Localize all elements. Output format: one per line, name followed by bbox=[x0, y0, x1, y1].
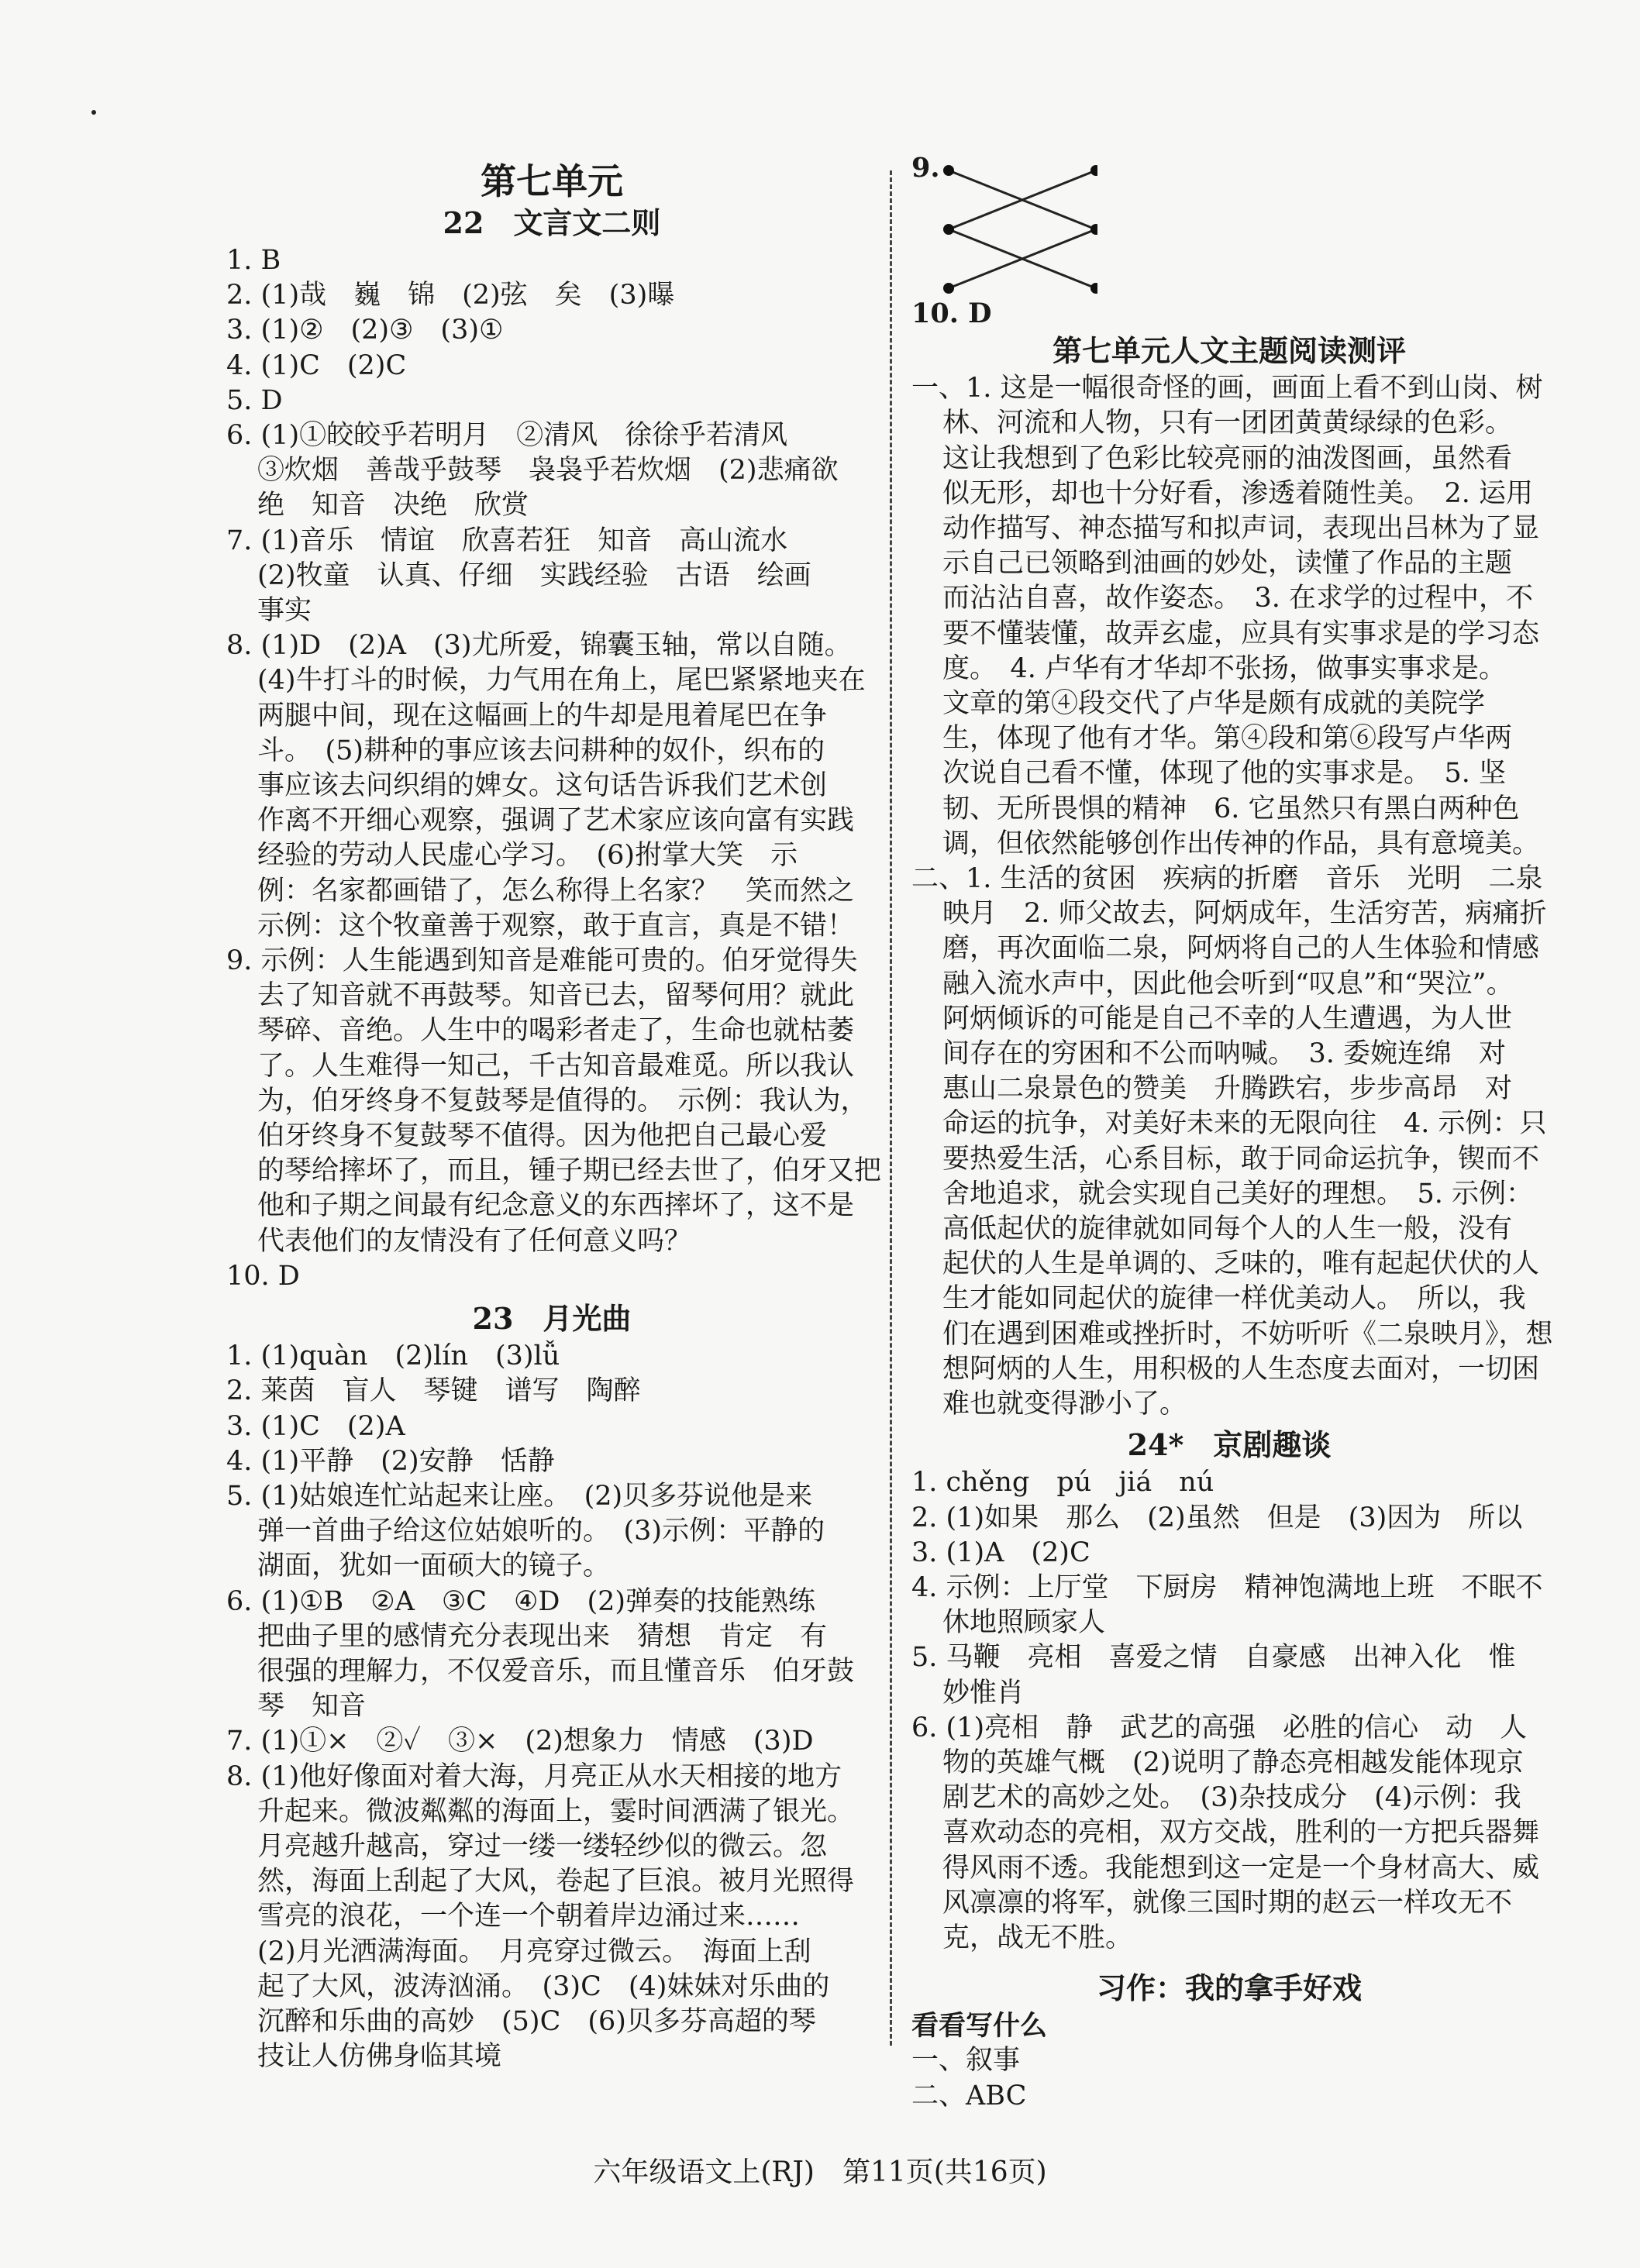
answer-line: 1. B bbox=[226, 245, 281, 276]
page-footer: 六年级语文上(RJ) 第11页(共16页) bbox=[593, 2156, 1047, 2188]
answer-line: 5. (1)姑娘连忙站起来让座。 (2)贝多芬说他是来 bbox=[226, 1480, 813, 1512]
lesson-24-title: 24* 京剧趣谈 bbox=[1127, 1427, 1332, 1463]
answer-line: 一、叙事 bbox=[911, 2045, 1021, 2077]
answer-line: 2. 莱茵 盲人 琴键 谱写 陶醉 bbox=[226, 1375, 641, 1407]
corner-mark bbox=[91, 110, 96, 115]
answer-line: 7. (1)①× ②✓ ③× (2)想象力 情感 (3)D bbox=[226, 1726, 814, 1757]
writing-subtitle: 看看写什么 bbox=[911, 2010, 1048, 2043]
answer-line: ③炊烟 善哉乎鼓琴 袅袅乎若炊烟 (2)悲痛欲 bbox=[257, 455, 839, 487]
answer-line: 经验的劳动人民虚心学习。 (6)拊掌大笑 示 bbox=[257, 840, 798, 872]
answer-line: 示自己已领略到油画的妙处，读懂了作品的主题 bbox=[942, 548, 1513, 580]
answer-line: 要不懂装懂，故弄玄虚，应具有实事求是的学习态 bbox=[942, 618, 1540, 649]
answer-line: 琴 知音 bbox=[257, 1691, 367, 1723]
unit-title: 第七单元 bbox=[481, 160, 623, 202]
answer-line: 高低起伏的旋律就如同每个人的人生一般，没有 bbox=[942, 1213, 1513, 1245]
answer-line: 8. (1)他好像面对着大海，月亮正从水天相接的地方 bbox=[226, 1760, 842, 1792]
answer-line: 4. 示例：上厅堂 下厨房 精神饱满地上班 不眠不 bbox=[911, 1571, 1543, 1603]
answer-line: 磨，再次面临二泉，阿炳将自己的人生体验和情感 bbox=[942, 933, 1540, 965]
answer-line: 弹一首曲子给这位姑娘听的。 (3)示例：平静的 bbox=[257, 1516, 825, 1547]
left-column bbox=[226, 160, 882, 2074]
answer-line: 6. (1)亮相 静 武艺的高强 必胜的信心 动 人 bbox=[911, 1712, 1528, 1743]
lesson-22-answers bbox=[226, 243, 882, 1294]
column-divider bbox=[890, 170, 892, 2046]
answer-line: 7. (1)音乐 情谊 欣喜若狂 知音 高山流水 bbox=[226, 525, 788, 556]
answer-line: 难也就变得渺小了。 bbox=[942, 1389, 1187, 1420]
answer-line: 事应该去问织绢的婢女。这句话告诉我们艺术创 bbox=[257, 770, 828, 802]
answer-line: 3. (1)C (2)A bbox=[226, 1410, 405, 1442]
answer-line: 他和子期之间最有纪念意义的东西摔坏了，这不是 bbox=[257, 1190, 855, 1222]
answer-line: 度。 4. 卢华有才华却不张扬，做事实事求是。 bbox=[942, 652, 1507, 684]
answer-line: 沉醉和乐曲的高妙 (5)C (6)贝多芬高超的琴 bbox=[257, 2005, 816, 2037]
question-10-answer: 10. D bbox=[911, 298, 992, 329]
answer-line: 这让我想到了色彩比较亮丽的油泼图画，虽然看 bbox=[942, 442, 1513, 474]
lesson-23-answers bbox=[226, 1339, 877, 2074]
answer-line: 们在遇到困难或挫折时，不妨听听《二泉映月》，想 bbox=[942, 1318, 1553, 1350]
match-dot bbox=[1090, 283, 1097, 294]
match-dot bbox=[943, 165, 954, 176]
answer-line: 生，体现了他有才华。第④段和第⑥段写卢华两 bbox=[942, 723, 1513, 755]
answer-line: 湖面，犹如一面硕大的镜子。 bbox=[257, 1550, 611, 1582]
answer-line: 1. chěng pú jiá nú bbox=[911, 1467, 1214, 1499]
answer-line: 动作描写、神态描写和拟声词，表现出吕林为了显 bbox=[942, 513, 1540, 545]
answer-line: 休地照顾家人 bbox=[942, 1607, 1106, 1639]
answer-line: 雪亮的浪花，一个连一个朝着岸边涌过来…… bbox=[257, 1901, 801, 1932]
answer-line: 融入流水声中，因此他会听到“叹息”和“哭泣”。 bbox=[942, 968, 1514, 1000]
answer-line: 8. (1)D (2)A (3)尤所爱，锦囊玉轴，常以自随。 bbox=[226, 630, 852, 662]
answer-line: 林、河流和人物，只有一团团黄黄绿绿的色彩。 bbox=[942, 408, 1513, 439]
match-dot bbox=[943, 283, 954, 294]
answer-line: 然，海面上刮起了大风，卷起了巨浪。被月光照得 bbox=[257, 1866, 855, 1898]
reading-test-answers bbox=[911, 371, 1553, 1422]
lesson-22-title: 22 文言文二则 bbox=[443, 205, 661, 240]
answer-line: 物的英雄气概 (2)说明了静态亮相越发能体现京 bbox=[942, 1747, 1524, 1778]
answer-line: 代表他们的友情没有了任何意义吗？ bbox=[257, 1225, 692, 1257]
answer-line: 示例：这个牧童善于观察，敢于直言，真是不错！ bbox=[257, 910, 855, 941]
answer-line: 起伏的人生是单调的、乏味的，唯有起起伏伏的人 bbox=[942, 1248, 1540, 1280]
answer-line: 技让人仿佛身临其境 bbox=[257, 2041, 502, 2073]
answer-line: 克，战无不胜。 bbox=[942, 1922, 1133, 1953]
answer-line: 妙惟肖 bbox=[942, 1677, 1025, 1709]
answer-line: 6. (1)①B ②A ③C ④D (2)弹奏的技能熟练 bbox=[226, 1585, 816, 1617]
answer-line: 间存在的穷困和不公而呐喊。 3. 委婉连绵 对 bbox=[942, 1038, 1507, 1070]
answer-line: 而沾沾自喜，故作姿态。 3. 在求学的过程中，不 bbox=[942, 583, 1534, 614]
answer-line: (2)牧童 认真、仔细 实践经验 古语 绘画 bbox=[257, 559, 811, 591]
answer-line: 斗。 (5)耕种的事应该去问耕种的奴仆，织布的 bbox=[257, 735, 825, 766]
answer-line: 9. 示例：人生能遇到知音是难能可贵的。伯牙觉得失 bbox=[226, 945, 858, 977]
matching-lines-svg bbox=[911, 155, 1097, 296]
answer-line: 二、1. 生活的贫困 疾病的折磨 音乐 光明 二泉 bbox=[911, 863, 1543, 895]
answer-line: 作离不开细心观察，强调了艺术家应该向富有实践 bbox=[257, 805, 855, 837]
answer-line: 5. 马鞭 亮相 喜爱之情 自豪感 出神入化 惟 bbox=[911, 1642, 1516, 1674]
match-dot bbox=[943, 224, 954, 235]
answer-line: 起了大风，波涛汹涌。 (3)C (4)妹妹对乐曲的 bbox=[257, 1970, 830, 2002]
answer-line: 韧、无所畏惧的精神 6. 它虽然只有黑白两种色 bbox=[942, 793, 1520, 824]
answer-line: 剧艺术的高妙之处。 (3)杂技成分 (4)示例：我 bbox=[942, 1782, 1521, 1814]
answer-line: 5. D bbox=[226, 384, 283, 416]
match-dot bbox=[1090, 165, 1097, 176]
answer-line: 琴碎、音绝。人生中的喝彩者走了，生命也就枯萎 bbox=[257, 1015, 855, 1047]
answer-line: 似无形，却也十分好看，渗透着随性美。 2. 运用 bbox=[942, 477, 1534, 509]
answer-line: 去了知音就不再鼓琴。知音已去，留琴何用？就此 bbox=[257, 980, 855, 1012]
answer-line: 两腿中间，现在这幅画上的牛却是甩着尾巴在争 bbox=[257, 700, 828, 731]
answer-line: 事实 bbox=[257, 595, 312, 627]
answer-line: 把曲子里的感情充分表现出来 猜想 肯定 有 bbox=[257, 1620, 828, 1652]
answer-line: 升起来。微波粼粼的海面上，霎时间洒满了银光。 bbox=[257, 1795, 855, 1827]
answer-line: 10. D bbox=[226, 1260, 300, 1292]
answer-line: 想阿炳的人生，用积极的人生态度去面对，一切困 bbox=[942, 1353, 1540, 1385]
answer-line: 3. (1)② (2)③ (3)① bbox=[226, 315, 504, 346]
answer-line: 映月 2. 师父故去，阿炳成年，生活穷苦，病痛折 bbox=[942, 898, 1547, 930]
answer-line: 例：名家都画错了，怎么称得上名家？ 笑而然之 bbox=[257, 875, 855, 907]
answer-line: 生才能如同起伏的旋律一样优美动人。 所以，我 bbox=[942, 1283, 1526, 1315]
answer-line: 一、1. 这是一幅很奇怪的画，画面上看不到山岗、树 bbox=[911, 373, 1543, 404]
answer-line: 得风雨不透。我能想到这一定是一个身材高大、威 bbox=[942, 1852, 1540, 1884]
question-9-label: 9. bbox=[911, 152, 940, 184]
matching-diagram bbox=[911, 152, 1547, 296]
answer-line: 调，但依然能够创作出传神的作品，具有意境美。 bbox=[942, 828, 1540, 859]
answer-line: 为，伯牙终身不复鼓琴是值得的。 示例：我认为， bbox=[257, 1085, 868, 1117]
answer-line: (2)月光洒满海面。 月亮穿过微云。 海面上刮 bbox=[257, 1936, 811, 1967]
answer-line: 6. (1)①皎皎乎若明月 ②清风 徐徐乎若清风 bbox=[226, 420, 788, 452]
lesson-23-title: 23 月光曲 bbox=[472, 1301, 632, 1337]
answer-line: 1. (1)quàn (2)lín (3)lǚ bbox=[226, 1340, 560, 1372]
answer-line: 风凛凛的将军，就像三国时期的赵云一样攻无不 bbox=[942, 1887, 1513, 1919]
answer-line: 阿炳倾诉的可能是自己不幸的人生遭遇，为人世 bbox=[942, 1003, 1513, 1034]
reading-test-title: 第七单元人文主题阅读测评 bbox=[1052, 333, 1406, 369]
answer-line: 2. (1)哉 巍 锦 (2)弦 矣 (3)曝 bbox=[226, 280, 675, 311]
answer-line: 绝 知音 决绝 欣赏 bbox=[257, 490, 529, 521]
answer-line: 很强的理解力，不仅爱音乐，而且懂音乐 伯牙鼓 bbox=[257, 1655, 855, 1687]
answer-line: 命运的抗争，对美好未来的无限向往 4. 示例：只 bbox=[942, 1108, 1547, 1140]
lesson-24-answers bbox=[911, 1465, 1547, 1956]
answer-line: 的琴给摔坏了，而且，锺子期已经去世了，伯牙又把 bbox=[257, 1155, 882, 1187]
answer-line: 2. (1)如果 那么 (2)虽然 但是 (3)因为 所以 bbox=[911, 1502, 1523, 1533]
answer-line: 4. (1)C (2)C bbox=[226, 349, 407, 381]
answer-line: (4)牛打斗的时候，力气用在角上，尾巴紧紧地夹在 bbox=[257, 665, 866, 697]
writing-answers bbox=[911, 2043, 1547, 2113]
writing-title: 习作：我的拿手好戏 bbox=[1096, 1970, 1362, 2006]
answer-line: 了。人生难得一知己，千古知音最难觅。所以我认 bbox=[257, 1050, 855, 1082]
answer-line: 4. (1)平静 (2)安静 恬静 bbox=[226, 1445, 555, 1477]
match-dot bbox=[1090, 224, 1097, 235]
answer-line: 二、ABC bbox=[911, 2080, 1027, 2111]
answer-line: 舍地追求，就会实现自己美好的理想。 5. 示例： bbox=[942, 1178, 1534, 1210]
answer-line: 月亮越升越高，穿过一缕一缕轻纱似的微云。忽 bbox=[257, 1830, 828, 1862]
answer-line: 文章的第④段交代了卢华是颇有成就的美院学 bbox=[942, 688, 1486, 720]
right-column bbox=[911, 152, 1553, 2114]
answer-line: 3. (1)A (2)C bbox=[911, 1537, 1090, 1568]
answer-line: 伯牙终身不复鼓琴不值得。因为他把自己最心爱 bbox=[257, 1120, 828, 1152]
answer-line: 惠山二泉景色的赞美 升腾跌宕，步步高昂 对 bbox=[942, 1073, 1513, 1105]
answer-line: 要热爱生活，心系目标，敢于同命运抗争，锲而不 bbox=[942, 1143, 1540, 1175]
answer-line: 次说自己看不懂，体现了他的实事求是。 5. 坚 bbox=[942, 758, 1507, 790]
answer-line: 喜欢动态的亮相，双方交战，胜利的一方把兵器舞 bbox=[942, 1817, 1540, 1849]
